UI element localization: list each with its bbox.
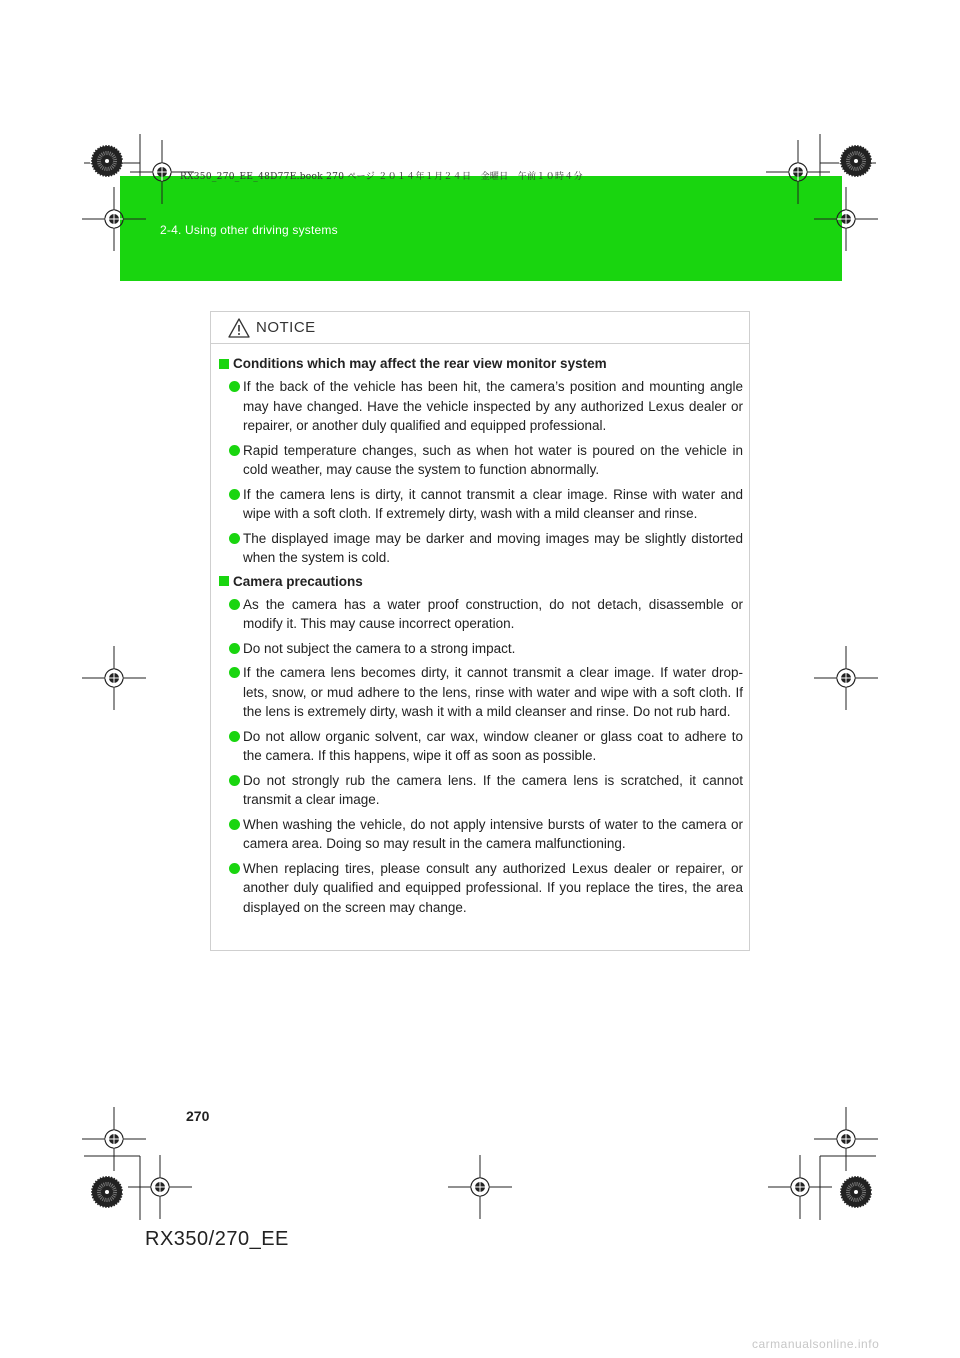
list-item: As the camera has a water proof construction, do not detach, disassemble or modify it. This may cause incorrect operation. [219,595,743,634]
page-number: 270 [186,1108,210,1124]
list-item: If the camera lens becomes dirty, it cannot transmit a clear image. If water drop-lets, snow, or mud adhere to the lens, rinse with water and wipe with a soft cloth. If the lens is extremely dirty, wash it with a mild cleanser and rinse. Do not rub hard. [219,663,743,722]
bullet-dot-icon [229,667,240,678]
notice-body [211,344,749,917]
bullet-list [219,595,743,918]
list-item: The displayed image may be darker and moving images may be slightly distorted when the system is cold. [219,529,743,568]
bullet-dot-icon [229,643,240,654]
list-item: If the camera lens is dirty, it cannot transmit a clear image. Rinse with water and wipe with a soft cloth. If extremely dirty, wash with a mild cleanser and rinse. [219,485,743,524]
bullet-dot-icon [229,533,240,544]
section-heading: Camera precautions [219,574,743,589]
bullet-list [219,377,743,568]
list-item: Rapid temperature changes, such as when hot water is poured on the vehicle in cold weather, may cause the system to function abnormally. [219,441,743,480]
bullet-dot-icon [229,599,240,610]
watermark: carmanualsonline.info [752,1337,880,1351]
bullet-dot-icon [229,489,240,500]
bullet-dot-icon [229,775,240,786]
book-info-line: RX350_270_EE_48D77E.book 270 ページ ２０１４年１月２４日 金曜日 午前１０時４分 [180,172,583,182]
bullet-dot-icon [229,819,240,830]
list-item: When replacing tires, please consult any authorized Lexus dealer or repairer, or another duly qualified and equipped professional. If you replace the tires, the area displayed on the screen may change. [219,859,743,918]
list-item: If the back of the vehicle has been hit, the camera’s position and mounting angle may have changed. Have the vehicle inspected by any authorized Lexus dealer or repairer, or another duly qualified and equipped professional. [219,377,743,436]
list-item: When washing the vehicle, do not apply intensive bursts of water to the camera or camera area. Doing so may result in the camera malfunctioning. [219,815,743,854]
warning-triangle-icon [228,318,250,338]
notice-title: NOTICE [256,319,316,336]
model-code: RX350/270_EE [145,1228,289,1250]
bullet-dot-icon [229,381,240,392]
notice-header [211,312,749,344]
section-title: 2-4. Using other driving systems [160,223,338,237]
square-bullet-icon [219,359,229,369]
notice-box [210,311,750,951]
bullet-dot-icon [229,731,240,742]
square-bullet-icon [219,576,229,586]
list-item: Do not subject the camera to a strong impact. [219,639,743,659]
bullet-dot-icon [229,445,240,456]
bullet-dot-icon [229,863,240,874]
list-item: Do not allow organic solvent, car wax, window cleaner or glass coat to adhere to the camera. If this happens, wipe it off as soon as possible. [219,727,743,766]
list-item: Do not strongly rub the camera lens. If the camera lens is scratched, it cannot transmit a clear image. [219,771,743,810]
section-heading: Conditions which may affect the rear view monitor system [219,356,743,371]
